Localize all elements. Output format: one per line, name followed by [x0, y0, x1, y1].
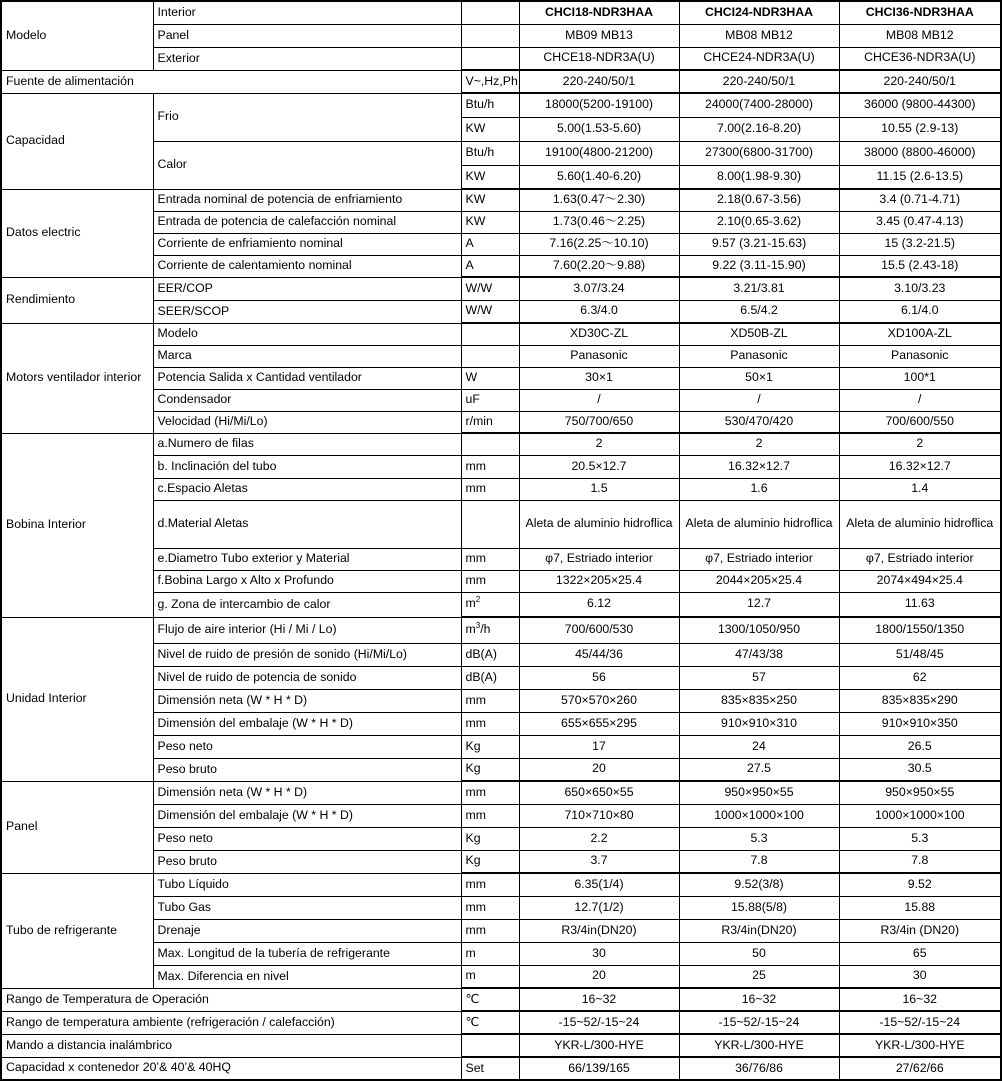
value-cell-model-3: 3.10/3.23	[839, 277, 1001, 300]
row-unit: r/min	[461, 411, 519, 433]
value-cell-model-1: 220-240/50/1	[519, 70, 679, 93]
row-unit: Kg	[461, 850, 519, 873]
group-label-full: Fuente de alimentación	[1, 70, 461, 93]
row-item-label: Tubo Gas	[153, 896, 461, 919]
row-unit: W/W	[461, 300, 519, 323]
table-row	[1, 323, 1001, 345]
group-label: Capacidad	[1, 93, 153, 189]
row-unit	[461, 24, 519, 47]
value-cell-model-1: 1.63(0.47～2.30)	[519, 189, 679, 211]
row-unit	[461, 433, 519, 455]
value-cell-model-2: R3/4in(DN20)	[679, 919, 839, 942]
value-cell-model-2: 50	[679, 942, 839, 965]
row-unit: KW	[461, 165, 519, 189]
value-cell-model-1: 30×1	[519, 367, 679, 389]
row-unit: KW	[461, 117, 519, 141]
row-unit: A	[461, 255, 519, 277]
value-cell-model-1: 19100(4800-21200)	[519, 141, 679, 165]
row-unit: m	[461, 965, 519, 988]
row-item-label: Dimensión neta (W * H * D)	[153, 781, 461, 804]
value-cell-model-2: 7.8	[679, 850, 839, 873]
row-unit	[461, 1, 519, 24]
row-unit: V~,Hz,Ph	[461, 70, 519, 93]
value-cell-model-1: 20	[519, 758, 679, 781]
row-item-label: d.Material Aletas	[153, 500, 461, 548]
row-item-label: Entrada nominal de potencia de enfriamiento	[153, 189, 461, 211]
value-cell-model-3: 15 (3.2-21.5)	[839, 233, 1001, 255]
row-item-label: Interior	[153, 1, 461, 24]
value-cell-model-3: -15~52/-15~24	[839, 1011, 1001, 1034]
row-item-label: f.Bobina Largo x Alto x Profundo	[153, 570, 461, 592]
row-unit: mm	[461, 712, 519, 735]
value-cell-model-3: Panasonic	[839, 345, 1001, 367]
row-item-label: b. Inclinación del tubo	[153, 455, 461, 478]
row-item-label: Panel	[153, 24, 461, 47]
value-cell-model-1: 5.00(1.53-5.60)	[519, 117, 679, 141]
value-cell-model-1: 2	[519, 433, 679, 455]
value-cell-model-2: 5.3	[679, 827, 839, 850]
row-item-label: Corriente de enfriamiento nominal	[153, 233, 461, 255]
row-item-label: c.Espacio Aletas	[153, 478, 461, 500]
row-unit: Kg	[461, 758, 519, 781]
row-unit: ℃	[461, 988, 519, 1011]
row-unit: $m^2$	[461, 592, 519, 617]
group-label: Panel	[1, 781, 153, 873]
row-item-label: Velocidad (Hi/Mi/Lo)	[153, 411, 461, 433]
table-row	[1, 70, 1001, 93]
value-cell-model-1: 5.60(1.40-6.20)	[519, 165, 679, 189]
table-row	[1, 781, 1001, 804]
row-item-label: Max. Longitud de la tubería de refrigerante	[153, 942, 461, 965]
row-item-label: Modelo	[153, 323, 461, 345]
row-item-label: Calor	[153, 141, 461, 189]
table-row	[1, 1057, 1001, 1080]
value-cell-model-1: /	[519, 389, 679, 411]
value-cell-model-3: 950×950×55	[839, 781, 1001, 804]
table-body	[1, 1, 1001, 1080]
value-cell-model-2: 15.88(5/8)	[679, 896, 839, 919]
group-label-full: Capacidad x contenedor 20’& 40’& 40HQ	[1, 1057, 461, 1080]
value-cell-model-3: 30	[839, 965, 1001, 988]
value-cell-model-2: 8.00(1.98-9.30)	[679, 165, 839, 189]
value-cell-model-3: 1000×1000×100	[839, 804, 1001, 827]
value-cell-model-3: 910×910×350	[839, 712, 1001, 735]
row-unit: $m^3/h$	[461, 617, 519, 643]
row-unit: mm	[461, 455, 519, 478]
row-item-label: Peso neto	[153, 735, 461, 758]
row-unit	[461, 500, 519, 548]
value-cell-model-1: 7.16(2.25～10.10)	[519, 233, 679, 255]
value-cell-model-3: 1.4	[839, 478, 1001, 500]
value-cell-model-2: MB08 MB12	[679, 24, 839, 47]
row-unit: mm	[461, 548, 519, 570]
value-cell-model-3: R3/4in (DN20)	[839, 919, 1001, 942]
row-unit: mm	[461, 919, 519, 942]
value-cell-model-2: 36/76/86	[679, 1057, 839, 1080]
value-cell-model-3: 30.5	[839, 758, 1001, 781]
row-unit: KW	[461, 189, 519, 211]
value-cell-model-2: 1000×1000×100	[679, 804, 839, 827]
value-cell-model-2: 2.10(0.65-3.62)	[679, 211, 839, 233]
row-unit: A	[461, 233, 519, 255]
value-cell-model-2: 9.57 (3.21-15.63)	[679, 233, 839, 255]
value-cell-model-1: 12.7(1/2)	[519, 896, 679, 919]
value-cell-model-1: 56	[519, 666, 679, 689]
value-cell-model-1: MB09 MB13	[519, 24, 679, 47]
value-cell-model-2: φ7, Estriado interior	[679, 548, 839, 570]
value-cell-model-3: 51/48/45	[839, 643, 1001, 666]
value-cell-model-1: 30	[519, 942, 679, 965]
value-cell-model-2: 835×835×250	[679, 689, 839, 712]
value-cell-model-2: 530/470/420	[679, 411, 839, 433]
value-cell-model-1: 650×650×55	[519, 781, 679, 804]
value-cell-model-1: 45/44/36	[519, 643, 679, 666]
value-cell-model-3: 700/600/550	[839, 411, 1001, 433]
value-cell-model-1: 2.2	[519, 827, 679, 850]
value-cell-model-1: 7.60(2.20～9.88)	[519, 255, 679, 277]
row-unit: uF	[461, 389, 519, 411]
row-item-label: Drenaje	[153, 919, 461, 942]
value-cell-model-3: 1800/1550/1350	[839, 617, 1001, 643]
value-cell-model-3: 15.5 (2.43-18)	[839, 255, 1001, 277]
value-cell-model-2: 3.21/3.81	[679, 277, 839, 300]
value-cell-model-2: -15~52/-15~24	[679, 1011, 839, 1034]
value-cell-model-1: 570×570×260	[519, 689, 679, 712]
value-cell-model-2: 25	[679, 965, 839, 988]
row-item-label: Frio	[153, 93, 461, 141]
table-row	[1, 189, 1001, 211]
value-cell-model-1: 1.5	[519, 478, 679, 500]
row-unit: mm	[461, 896, 519, 919]
row-item-label: Peso bruto	[153, 758, 461, 781]
value-cell-model-2: 7.00(2.16-8.20)	[679, 117, 839, 141]
row-unit	[461, 323, 519, 345]
value-cell-model-3: 100*1	[839, 367, 1001, 389]
value-cell-model-1: 750/700/650	[519, 411, 679, 433]
row-unit: mm	[461, 873, 519, 896]
value-cell-model-1: 3.7	[519, 850, 679, 873]
table-row	[1, 277, 1001, 300]
value-cell-model-2: 950×950×55	[679, 781, 839, 804]
row-item-label: Max. Diferencia en nivel	[153, 965, 461, 988]
row-item-label: Dimensión del embalaje (W * H * D)	[153, 712, 461, 735]
value-cell-model-3: YKR-L/300-HYE	[839, 1034, 1001, 1057]
value-cell-model-2: 47/43/38	[679, 643, 839, 666]
value-cell-model-2: 57	[679, 666, 839, 689]
value-cell-model-3: Aleta de aluminio hidroflica	[839, 500, 1001, 548]
value-cell-model-2: XD50B-ZL	[679, 323, 839, 345]
value-cell-model-1: 20.5×12.7	[519, 455, 679, 478]
value-cell-model-1: XD30C-ZL	[519, 323, 679, 345]
group-label: Unidad Interior	[1, 617, 153, 781]
value-cell-model-2: 27300(6800-31700)	[679, 141, 839, 165]
row-item-label: Condensador	[153, 389, 461, 411]
value-cell-model-2: Panasonic	[679, 345, 839, 367]
value-cell-model-2: 6.5/4.2	[679, 300, 839, 323]
value-cell-model-1: Aleta de aluminio hidroflica	[519, 500, 679, 548]
value-cell-model-1: 6.3/4.0	[519, 300, 679, 323]
row-item-label: Exterior	[153, 47, 461, 70]
value-cell-model-3: 5.3	[839, 827, 1001, 850]
value-cell-model-2: 1300/1050/950	[679, 617, 839, 643]
row-item-label: Flujo de aire interior (Hi / Mi / Lo)	[153, 617, 461, 643]
row-unit: KW	[461, 211, 519, 233]
value-cell-model-2: 12.7	[679, 592, 839, 617]
value-cell-model-3: 9.52	[839, 873, 1001, 896]
value-cell-model-1: φ7, Estriado interior	[519, 548, 679, 570]
group-label: Modelo	[1, 1, 153, 70]
group-label: Motors ventilador interior	[1, 323, 153, 433]
row-unit: mm	[461, 804, 519, 827]
row-unit: W	[461, 367, 519, 389]
row-unit: ℃	[461, 1011, 519, 1034]
value-cell-model-3: 2	[839, 433, 1001, 455]
value-cell-model-1: 66/139/165	[519, 1057, 679, 1080]
value-cell-model-3: 27/62/66	[839, 1057, 1001, 1080]
value-cell-model-3: 3.4 (0.71-4.71)	[839, 189, 1001, 211]
row-item-label: Peso neto	[153, 827, 461, 850]
value-cell-model-3: 11.15 (2.6-13.5)	[839, 165, 1001, 189]
row-item-label: Marca	[153, 345, 461, 367]
row-item-label: Corriente de calentamiento nominal	[153, 255, 461, 277]
value-cell-model-1: R3/4in(DN20)	[519, 919, 679, 942]
group-label: Tubo de refrigerante	[1, 873, 153, 988]
value-cell-model-3: 3.45 (0.47-4.13)	[839, 211, 1001, 233]
value-cell-model-3: 16~32	[839, 988, 1001, 1011]
value-cell-model-2: 2.18(0.67-3.56)	[679, 189, 839, 211]
table-row	[1, 988, 1001, 1011]
row-unit: mm	[461, 689, 519, 712]
value-cell-model-2: 50×1	[679, 367, 839, 389]
group-label: Bobina Interior	[1, 433, 153, 617]
row-item-label: Nivel de ruido de presión de sonido (Hi/Mi/Lo)	[153, 643, 461, 666]
row-item-label: EER/COP	[153, 277, 461, 300]
value-cell-model-1: 1322×205×25.4	[519, 570, 679, 592]
value-cell-model-3: 2074×494×25.4	[839, 570, 1001, 592]
value-cell-model-1: 18000(5200-19100)	[519, 93, 679, 117]
value-cell-model-1: 3.07/3.24	[519, 277, 679, 300]
table-row	[1, 617, 1001, 643]
row-unit: dB(A)	[461, 643, 519, 666]
table-row	[1, 873, 1001, 896]
row-item-label: Tubo Líquido	[153, 873, 461, 896]
row-unit: Set	[461, 1057, 519, 1080]
value-cell-model-1: YKR-L/300-HYE	[519, 1034, 679, 1057]
row-item-label: a.Numero de filas	[153, 433, 461, 455]
row-item-label: g. Zona de intercambio de calor	[153, 592, 461, 617]
value-cell-model-2: 1.6	[679, 478, 839, 500]
group-label-full: Rango de Temperatura de Operación	[1, 988, 461, 1011]
row-unit: Kg	[461, 735, 519, 758]
value-cell-model-2: 24	[679, 735, 839, 758]
value-cell-model-3: φ7, Estriado interior	[839, 548, 1001, 570]
value-cell-model-2: /	[679, 389, 839, 411]
group-label: Rendimiento	[1, 277, 153, 323]
value-cell-model-2: 24000(7400-28000)	[679, 93, 839, 117]
value-cell-model-1: 700/600/530	[519, 617, 679, 643]
value-cell-model-1: 655×655×295	[519, 712, 679, 735]
row-unit: mm	[461, 781, 519, 804]
table-row	[1, 1034, 1001, 1057]
value-cell-model-3: 16.32×12.7	[839, 455, 1001, 478]
value-cell-model-3: 26.5	[839, 735, 1001, 758]
value-cell-model-1: CHCI18-NDR3HAA	[519, 1, 679, 24]
row-unit: mm	[461, 478, 519, 500]
value-cell-model-3: /	[839, 389, 1001, 411]
value-cell-model-3: 7.8	[839, 850, 1001, 873]
table-row	[1, 93, 1001, 117]
group-label-full: Mando a distancia inalámbrico	[1, 1034, 461, 1057]
value-cell-model-2: 27.5	[679, 758, 839, 781]
value-cell-model-3: 15.88	[839, 896, 1001, 919]
row-item-label: Entrada de potencia de calefacción nominal	[153, 211, 461, 233]
table-row	[1, 433, 1001, 455]
value-cell-model-2: 2	[679, 433, 839, 455]
row-unit: Btu/h	[461, 141, 519, 165]
row-unit: mm	[461, 570, 519, 592]
value-cell-model-1: 6.12	[519, 592, 679, 617]
value-cell-model-1: 16~32	[519, 988, 679, 1011]
value-cell-model-2: 9.22 (3.11-15.90)	[679, 255, 839, 277]
value-cell-model-2: YKR-L/300-HYE	[679, 1034, 839, 1057]
value-cell-model-3: 10.55 (2.9-13)	[839, 117, 1001, 141]
row-item-label: Nivel de ruido de potencia de sonido	[153, 666, 461, 689]
value-cell-model-3: MB08 MB12	[839, 24, 1001, 47]
row-unit: W/W	[461, 277, 519, 300]
value-cell-model-3: 38000 (8800-46000)	[839, 141, 1001, 165]
value-cell-model-2: Aleta de aluminio hidroflica	[679, 500, 839, 548]
value-cell-model-2: 16~32	[679, 988, 839, 1011]
row-item-label: e.Diametro Tubo exterior y Material	[153, 548, 461, 570]
value-cell-model-1: CHCE18-NDR3A(U)	[519, 47, 679, 70]
row-unit	[461, 1034, 519, 1057]
group-label-full: Rango de temperatura ambiente (refrigeración / calefacción)	[1, 1011, 461, 1034]
row-item-label: SEER/SCOP	[153, 300, 461, 323]
value-cell-model-2: 16.32×12.7	[679, 455, 839, 478]
row-unit: Kg	[461, 827, 519, 850]
value-cell-model-3: 835×835×290	[839, 689, 1001, 712]
row-unit: dB(A)	[461, 666, 519, 689]
value-cell-model-1: -15~52/-15~24	[519, 1011, 679, 1034]
value-cell-model-1: 17	[519, 735, 679, 758]
value-cell-model-1: 1.73(0.46～2.25)	[519, 211, 679, 233]
table-row	[1, 1011, 1001, 1034]
value-cell-model-2: 910×910×310	[679, 712, 839, 735]
row-unit: Btu/h	[461, 93, 519, 117]
value-cell-model-3: 6.1/4.0	[839, 300, 1001, 323]
row-unit	[461, 47, 519, 70]
value-cell-model-2: 9.52(3/8)	[679, 873, 839, 896]
value-cell-model-2: 220-240/50/1	[679, 70, 839, 93]
value-cell-model-3: CHCE36-NDR3A(U)	[839, 47, 1001, 70]
value-cell-model-3: 62	[839, 666, 1001, 689]
value-cell-model-3: CHCI36-NDR3HAA	[839, 1, 1001, 24]
row-item-label: Dimensión del embalaje (W * H * D)	[153, 804, 461, 827]
table-row	[1, 1, 1001, 24]
value-cell-model-3: 11.63	[839, 592, 1001, 617]
value-cell-model-2: 2044×205×25.4	[679, 570, 839, 592]
value-cell-model-2: CHCI24-NDR3HAA	[679, 1, 839, 24]
value-cell-model-3: 65	[839, 942, 1001, 965]
value-cell-model-2: CHCE24-NDR3A(U)	[679, 47, 839, 70]
group-label: Datos electric	[1, 189, 153, 277]
row-item-label: Peso bruto	[153, 850, 461, 873]
row-item-label: Dimensión neta (W * H * D)	[153, 689, 461, 712]
row-unit: m	[461, 942, 519, 965]
value-cell-model-3: 220-240/50/1	[839, 70, 1001, 93]
value-cell-model-1: Panasonic	[519, 345, 679, 367]
value-cell-model-3: 36000 (9800-44300)	[839, 93, 1001, 117]
value-cell-model-1: 6.35(1/4)	[519, 873, 679, 896]
value-cell-model-1: 20	[519, 965, 679, 988]
value-cell-model-3: XD100A-ZL	[839, 323, 1001, 345]
row-item-label: Potencia Salida x Cantidad ventilador	[153, 367, 461, 389]
value-cell-model-1: 710×710×80	[519, 804, 679, 827]
row-unit	[461, 345, 519, 367]
